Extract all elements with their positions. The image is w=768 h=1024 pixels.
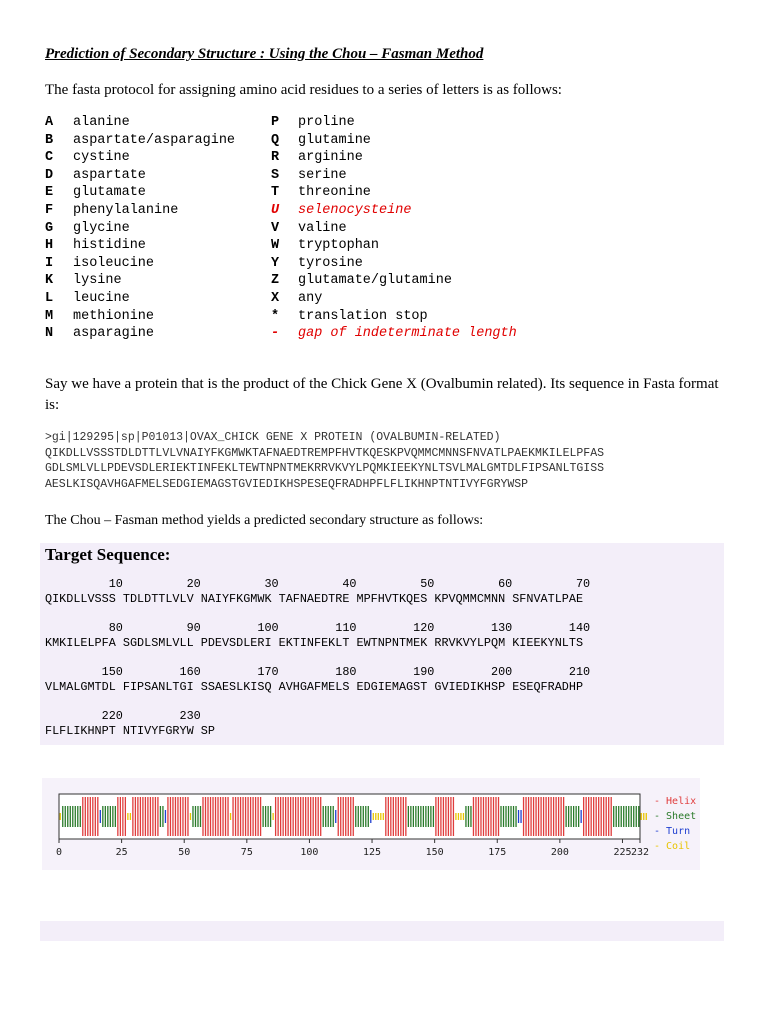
x-tick-label: 0 [55, 847, 63, 858]
code-name: serine [298, 167, 347, 183]
sequence-block [45, 577, 590, 607]
code-letter: D [45, 167, 54, 183]
code-name: glutamate [73, 185, 146, 201]
code-letter: I [45, 255, 54, 271]
code-letter: K [45, 273, 54, 289]
sequence-residues: QIKDLLVSSS TDLDTTLVLV NAIYFKGMWK TAFNAEDTRE MPFHVTKQES KPVQMMCMNN SFNVATLPAE [45, 592, 584, 606]
code-name: cystine [73, 150, 130, 166]
code-name: aspartate/asparagine [73, 132, 236, 148]
code-letter: Q [271, 132, 280, 148]
sequence-position-numbers: 80 90 100 110 120 130 140 [45, 621, 591, 635]
structure-chart-svg [42, 778, 700, 870]
code-name: threonine [298, 185, 371, 201]
code-letter: S [271, 167, 280, 183]
method-paragraph: The Chou – Fasman method yields a predicted secondary structure as follows: [45, 513, 484, 528]
x-tick-label: 125 [363, 847, 382, 858]
fasta-line: AESLKISQAVHGAFMELSEDGIEMAGSTGVIEDIKHSPESEQFRADHPFLFLIKHNPTNTIVYFGRYWSP [45, 477, 529, 491]
legend-entry: - Turn [654, 826, 691, 837]
code-name: tryptophan [298, 238, 380, 254]
code-letter: P [271, 115, 280, 130]
code-letter: A [45, 115, 54, 130]
code-name: alanine [73, 115, 130, 130]
code-name: asparagine [73, 326, 155, 342]
x-tick-label: 150 [425, 847, 444, 858]
code-letter: T [271, 185, 280, 201]
intro-paragraph: The fasta protocol for assigning amino acid residues to a series of letters is as follows: [45, 82, 562, 98]
x-tick-label: 75 [240, 847, 253, 858]
target-sequence-panel [40, 543, 724, 745]
code-letter: * [271, 308, 280, 324]
legend-entry: - Sheet [654, 811, 697, 822]
fasta-sequence [45, 430, 604, 492]
code-letter: M [45, 308, 54, 324]
secondary-structure-chart [42, 778, 700, 870]
code-name: leucine [73, 290, 130, 306]
legend-entry: - Helix [654, 796, 697, 807]
code-name: glycine [73, 220, 130, 236]
sequence-position-numbers: 10 20 30 40 50 60 70 [45, 577, 591, 591]
code-letter: F [45, 202, 54, 218]
code-letter: B [45, 132, 54, 148]
sequence-position-numbers: 220 230 [45, 709, 201, 723]
fasta-line: >gi|129295|sp|P01013|OVAX_CHICK GENE X PROTEIN (OVALBUMIN-RELATED) [45, 431, 501, 444]
code-letter: Y [271, 255, 280, 271]
code-name: gap of indeterminate length [298, 326, 517, 342]
x-tick-label: 225 [613, 847, 632, 858]
code-letter: V [271, 220, 280, 236]
sequence-residues: VLMALGMTDL FIPSANLTGI SSAESLKISQ AVHGAFMELS EDGIEMAGST GVIEDIKHSP ESEQFRADHP [45, 680, 584, 694]
code-letter: N [45, 326, 54, 342]
sequence-residues: FLFLIKHNPT NTIVYFGRYW SP [45, 724, 215, 738]
target-sequence-title: Target Sequence: [45, 545, 171, 564]
code-name: lysine [73, 273, 122, 289]
code-letter: C [45, 150, 54, 166]
code-name: phenylalanine [73, 202, 179, 218]
sequence-position-numbers: 150 160 170 180 190 200 210 [45, 665, 591, 679]
legend-entry: - Coil [654, 841, 691, 852]
code-name: selenocysteine [298, 202, 412, 218]
code-letter: W [271, 238, 280, 254]
code-name: translation stop [298, 308, 428, 324]
code-name: valine [298, 220, 347, 236]
sequence-residues: KMKILELPFA SGDLSMLVLL PDEVSDLERI EKTINFEKLT EWTNPNTMEK RRVKVYLPQM KIEEKYNLTS [45, 636, 584, 650]
code-letter: U [271, 202, 280, 218]
code-letter: R [271, 150, 280, 166]
code-letter: G [45, 220, 54, 236]
code-name: isoleucine [73, 255, 155, 271]
protein-paragraph: Say we have a protein that is the product of the Chick Gene X (Ovalbumin related). Its sequence in Fasta format is: [45, 376, 719, 413]
code-letter: - [271, 326, 280, 342]
footer-band [40, 921, 724, 941]
code-name: glutamine [298, 132, 371, 148]
fasta-line: GDLSMLVLLPDEVSDLERIEKTINFEKLTEWTNPNTMEKRRVKVYLPQMKIEEKYNLTSVLMALGMTDLFIPSANLTGISS [45, 462, 604, 475]
code-letter: L [45, 290, 54, 306]
x-tick-label: 25 [115, 847, 128, 858]
code-letter: Z [271, 273, 280, 289]
code-letter: X [271, 290, 280, 306]
code-name: glutamate/glutamine [298, 273, 452, 289]
code-name: any [298, 290, 323, 306]
sequence-block [45, 621, 590, 651]
x-tick-label: 50 [178, 847, 191, 858]
code-name: methionine [73, 308, 155, 324]
chart-frame [59, 794, 640, 839]
code-name: proline [298, 115, 355, 130]
x-tick-label: 100 [300, 847, 319, 858]
fasta-line: QIKDLLVSSSTDLDTTLVLVNAIYFKGMWKTAFNAEDTREMPFHVTKQESKPVQMMCMNNSFNVATLPAEKMKILELPFAS [45, 446, 604, 460]
sequence-block [45, 709, 215, 739]
code-name: tyrosine [298, 255, 363, 271]
sequence-block [45, 665, 590, 695]
x-tick-label: 200 [550, 847, 569, 858]
x-tick-label: 232 [630, 847, 650, 858]
code-letter: E [45, 185, 54, 201]
page-title: Prediction of Secondary Structure : Using the Chou – Fasman Method [45, 46, 484, 62]
code-name: histidine [73, 238, 146, 254]
code-name: aspartate [73, 167, 146, 183]
code-name: arginine [298, 150, 363, 166]
x-tick-label: 175 [488, 847, 507, 858]
code-letter: H [45, 238, 54, 254]
